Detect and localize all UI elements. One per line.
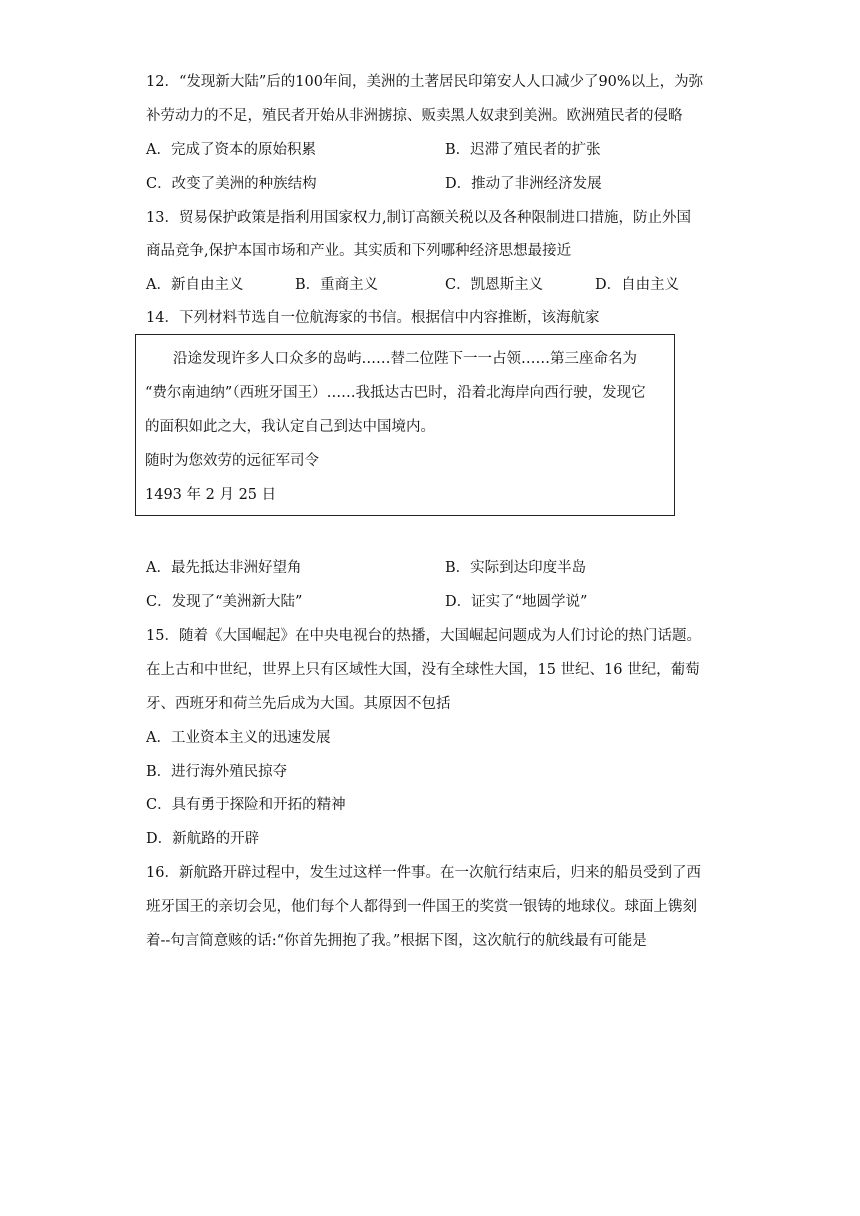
material-signature: 随时为您效劳的远征军司令	[145, 453, 319, 469]
question-13-option-c[interactable]: C．凯恩斯主义	[445, 277, 544, 293]
question-14-stem-line-1: 14．下列材料节选自一位航海家的书信。根据信中内容推断，该海航家	[146, 310, 600, 326]
material-line-2: “费尔南迪纳”（西班牙国王）……我抵达古巴时，沿着北海岸向西行驶，发现它	[145, 385, 646, 401]
question-16-stem-line-2: 班牙国王的亲切会见，他们每个人都得到一件国王的奖赏一银铸的地球仪。球面上镌刻	[146, 899, 697, 915]
question-15-stem-line-3: 牙、西班牙和荷兰先后成为大国。其原因不包括	[146, 696, 451, 712]
question-14-option-a[interactable]: A．最先抵达非洲好望角	[146, 560, 302, 576]
question-12-option-b[interactable]: B．迟滞了殖民者的扩张	[445, 142, 601, 158]
question-13-option-b[interactable]: B．重商主义	[295, 277, 379, 293]
question-12-stem-line-1: 12．“发现新大陆”后的100年间，美洲的土著居民印第安人人口减少了90%以上，为弥	[146, 74, 704, 90]
question-15-option-b[interactable]: B．进行海外殖民掠夺	[146, 764, 288, 780]
material-date: 1493 年 2 月 25 日	[145, 487, 277, 503]
question-15-option-d[interactable]: D．新航路的开辟	[146, 831, 260, 847]
question-15-option-a[interactable]: A．工业资本主义的迅速发展	[146, 730, 331, 746]
material-line-3: 的面积如此之大，我认定自己到达中国境内。	[145, 419, 435, 435]
question-12-option-c[interactable]: C．改变了美洲的种族结构	[146, 176, 317, 192]
question-14-option-c[interactable]: C．发现了“美洲新大陆”	[146, 594, 303, 610]
question-13-option-a[interactable]: A．新自由主义	[146, 277, 244, 293]
question-15-stem-line-1: 15．随着《大国崛起》在中央电视台的热播，大国崛起问题成为人们讨论的热门话题。	[146, 628, 701, 644]
question-15-stem-line-2: 在上古和中世纪，世界上只有区域性大国，没有全球性大国，15 世纪、16 世纪，葡萄	[146, 662, 700, 678]
material-box	[135, 334, 675, 516]
material-line-1: 沿途发现许多人口众多的岛屿……替二位陛下一一占领……第三座命名为	[173, 351, 637, 367]
question-13-stem-line-2: 商品竞争,保护本国市场和产业。其实质和下列哪种经济思想最接近	[146, 243, 572, 259]
question-13-stem-line-1: 13．贸易保护政策是指利用国家权力,制订高额关税以及各种限制进口措施，防止外国	[146, 210, 692, 226]
question-14-option-b[interactable]: B．实际到达印度半岛	[445, 560, 587, 576]
question-12-stem-line-2: 补劳动力的不足，殖民者开始从非洲掳掠、贩卖黑人奴隶到美洲。欧洲殖民者的侵略	[146, 108, 683, 124]
question-13-option-d[interactable]: D．自由主义	[595, 277, 680, 293]
question-12-option-a[interactable]: A．完成了资本的原始积累	[146, 142, 316, 158]
question-16-stem-line-3: 着--句言简意赅的话:“你首先拥抱了我。”根据下图，这次航行的航线最有可能是	[146, 933, 647, 949]
question-14-option-d[interactable]: D．证实了“地圆学说”	[445, 594, 588, 610]
question-15-option-c[interactable]: C．具有勇于探险和开拓的精神	[146, 797, 346, 813]
question-12-option-d[interactable]: D．推动了非洲经济发展	[445, 176, 602, 192]
question-16-stem-line-1: 16．新航路开辟过程中，发生过这样一件事。在一次航行结束后，归来的船员受到了西	[146, 865, 701, 881]
